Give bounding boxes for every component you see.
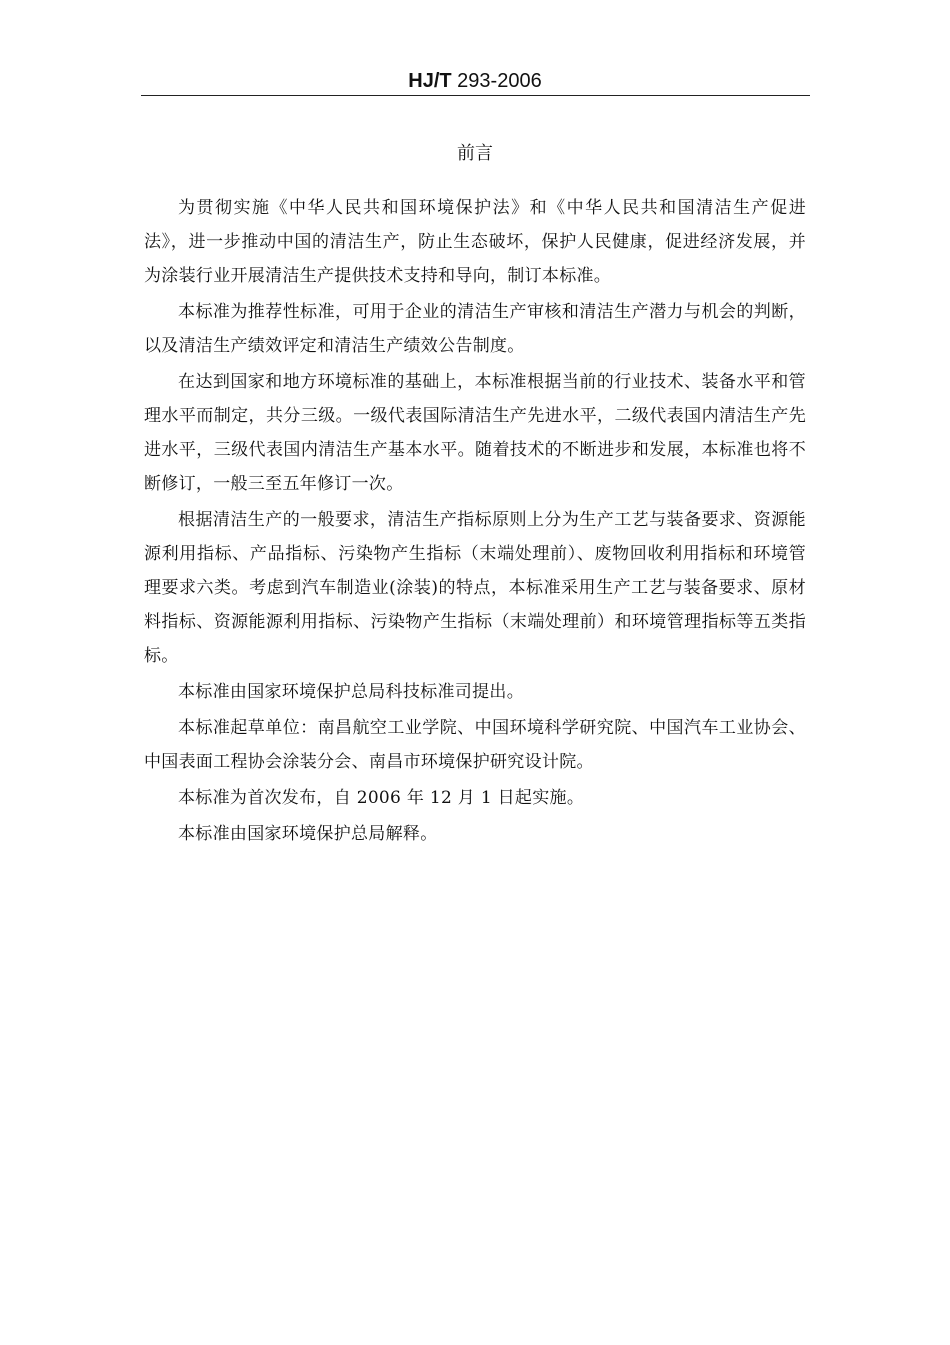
page-title: 前言 xyxy=(457,143,493,164)
standard-code-number: 293-2006 xyxy=(451,70,542,92)
foreword-body xyxy=(144,191,806,853)
paragraph-proposer: 本标准由国家环境保护总局科技标准司提出。 xyxy=(178,682,524,702)
paragraph-nature: 本标准为推荐性标准，可用于企业的清洁生产审核和清洁生产潜力与机会的判断，以及清洁生产绩效评定和清洁生产绩效公告制度。 xyxy=(144,302,806,356)
standard-code xyxy=(0,68,950,94)
paragraph-drafters: 本标准起草单位：南昌航空工业学院、中国环境科学研究院、中国汽车工业协会、中国表面工程协会涂装分会、南昌市环境保护研究设计院。 xyxy=(144,718,806,772)
paragraph-indicators: 根据清洁生产的一般要求，清洁生产指标原则上分为生产工艺与装备要求、资源能源利用指标、产品指标、污染物产生指标（末端处理前）、废物回收利用指标和环境管理要求六类。考虑到汽车制造业(涂装)的特点，本标准采用生产工艺与装备要求、原材料指标、资源能源利用指标、污染物产生指标（末端处理前）和环境管理指标等五类指标。 xyxy=(144,510,806,666)
paragraph-effective-date: 本标准为首次发布，自 2006 年 12 月 1 日起实施。 xyxy=(178,788,585,808)
paragraph-levels: 在达到国家和地方环境标准的基础上，本标准根据当前的行业技术、装备水平和管理水平而制定，共分三级。一级代表国际清洁生产先进水平，二级代表国内清洁生产先进水平，三级代表国内清洁生产基本水平。随着技术的不断进步和发展，本标准也将不断修订，一般三至五年修订一次。 xyxy=(144,372,806,494)
header-divider xyxy=(141,95,810,96)
paragraph-purpose: 为贯彻实施《中华人民共和国环境保护法》和《中华人民共和国清洁生产促进法》，进一步推动中国的清洁生产，防止生态破坏，保护人民健康，促进经济发展，并为涂装行业开展清洁生产提供技术支持和导向，制订本标准。 xyxy=(144,198,806,286)
standard-code-prefix: HJ/T xyxy=(408,70,452,92)
paragraph-interpretation: 本标准由国家环境保护总局解释。 xyxy=(178,824,438,844)
